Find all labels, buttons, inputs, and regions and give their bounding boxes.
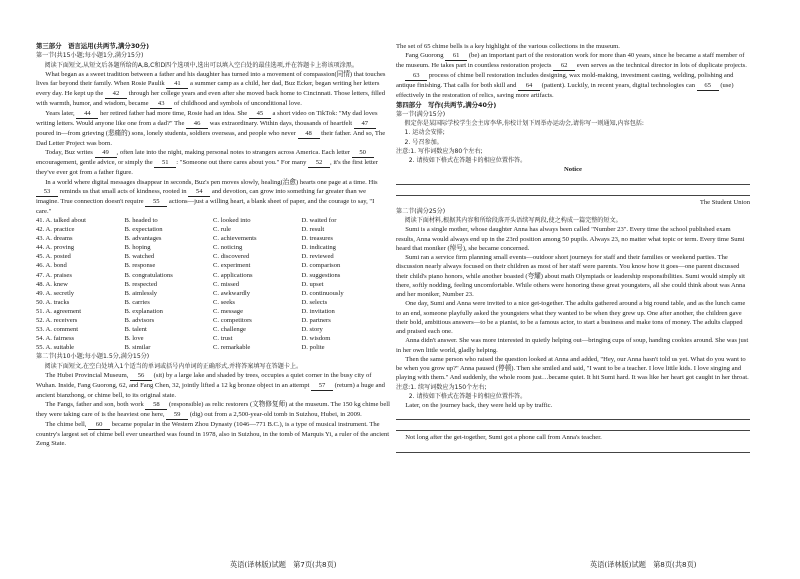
- blank-42: 42: [105, 90, 127, 99]
- option-b: B. aimlessly: [124, 289, 158, 297]
- passage-text: (dig) out from a 2,500-year-old tomb in Suizhou, Hubei, in 2009.: [188, 411, 362, 419]
- blank-55: 55: [145, 198, 167, 207]
- passage-text: , it's the first letter they've ever got from a father figure.: [36, 159, 378, 177]
- options-table: [36, 216, 390, 352]
- option-c: C. experiment: [213, 262, 251, 270]
- option-c: C. trust: [213, 335, 233, 343]
- option-b: B. respected: [124, 280, 158, 288]
- passage-paragraph: [396, 51, 750, 71]
- passage-chime-bell: [36, 371, 390, 449]
- blank-57: 57: [311, 382, 333, 391]
- option-c: C. remarkable: [213, 344, 251, 352]
- option-a: 42. A. practice: [36, 226, 75, 234]
- passage-paragraph: [36, 109, 390, 148]
- blank-48: 48: [298, 130, 320, 139]
- writing2-instructions: 阅读下面材料,根据其内容和所给段落开头语续写两段,使之构成一篇完整的短文。: [404, 217, 622, 224]
- passage-paragraph: [396, 71, 750, 100]
- passage-text: The Fangs, father and son, both work: [45, 401, 146, 409]
- option-b: B. expectation: [124, 226, 163, 234]
- option-c: C. competitors: [213, 317, 252, 325]
- section1-instructions: 阅读下面短文,从短文后各题所给的A,B,C和D四个选项中,选出可以填入空白处的最佳选项,并在答题卡上将该项涂黑。: [44, 61, 358, 69]
- option-row: [36, 298, 390, 307]
- option-c: C. achievements: [213, 235, 257, 243]
- passage-text: , often late into the night, making personal notes to strangers across America. Each letter: [116, 149, 352, 157]
- passage-text: (patient). Luckily, in recent years, digital technologies can: [540, 82, 697, 90]
- passage-top-line: The set of 65 chime bells is a key highlight of the various collections in the museum.: [396, 43, 620, 50]
- blank-46: 46: [186, 120, 208, 129]
- passage-text: reminds us that small acts of kindness, rooted in: [58, 187, 189, 195]
- passage-text: poured in—from grieving (悲痛的) sons, lonely students, soldiers overseas, and people who never: [36, 130, 298, 137]
- section2-instructions: 阅读下面短文,在空白处填入1个适当的单词或括号内单词的正确形式,并将答案填写在答题卡上。: [44, 362, 303, 370]
- option-d: D. wisdom: [301, 335, 331, 343]
- option-row: [36, 225, 390, 234]
- option-row: [36, 325, 390, 334]
- passage-paragraph: [36, 148, 390, 177]
- section1-title: 第一节(共15小题;每小题1分,满分15分): [36, 52, 144, 60]
- blank-49: 49: [95, 149, 117, 158]
- option-b: B. congratulations: [124, 271, 173, 279]
- story-passage: [396, 225, 750, 382]
- option-d: D. polite: [301, 344, 325, 352]
- option-d: D. story: [301, 326, 323, 334]
- story-paragraph: One day, Sumi and Anna were invited to a nice get-together. The adults gathered around a big round table, and as the lunch came to an end, someone playfully asked the youngsters what they wanted to be when they grew up. One after another, the children gave their bold, ambitious answers—to be a pianist, to be a famous actor, to start a business and make tons of money. The adults clapped and praised each one.: [396, 300, 746, 335]
- passage-text: a short video on TikTok: "My dad loves writing letters. Would anyone like one from a dad?" The: [36, 110, 378, 127]
- answer-line: [396, 444, 750, 453]
- option-row: [36, 316, 390, 325]
- signature: The Student Union: [699, 198, 750, 206]
- section2-title: 第二节(共10小题;每小题1.5分,满分15分): [36, 353, 150, 361]
- option-row: [36, 216, 390, 225]
- continuation-opening-1: Later, on the journey back, they were held up by traffic.: [405, 402, 553, 409]
- option-c: C. message: [213, 307, 244, 315]
- option-row: [36, 289, 390, 298]
- option-b: B. explanation: [124, 307, 163, 315]
- blank-43: 43: [150, 100, 172, 109]
- blank-54: 54: [188, 188, 210, 197]
- passage-text: (sit) by a large lake and shaded by trees, occupies a quiet corner in the busy city of Wuhan. Inside, Fang Guorong, 62, and Fang Chen, 32, jointly lifted a 12 kg bronze object in an attempt: [36, 371, 372, 389]
- option-d: D. indicating: [301, 244, 336, 252]
- option-b: B. hoping: [124, 244, 151, 252]
- option-b: B. advisors: [124, 317, 155, 325]
- passage-text: (use) effectively in the restoration of relics, saving more artifacts.: [396, 82, 734, 100]
- blank-63: 63: [405, 72, 427, 81]
- writing1-note-2: 2. 请按如下格式在答题卡的相应位置作答。: [408, 157, 527, 164]
- passage-text: (responsible) as relic restorers (文物修复师) at the museum. The 150 kg chime bell they were taking care of is the heaviest one here,: [36, 401, 390, 419]
- blank-41: 41: [166, 80, 188, 89]
- option-c: C. seeks: [213, 298, 235, 306]
- option-d: D. waited for: [301, 217, 337, 224]
- option-row: [36, 343, 390, 352]
- option-d: D. selects: [301, 298, 328, 306]
- passage-text: : "Someone out there cares about you." For many: [176, 159, 309, 167]
- writing1-instructions: 假定你是某国际学校学生会主席李华,你校计划下周举办运动会,请你写一则通知,内容包括:: [404, 120, 644, 127]
- writing1-note-1: 注意:1. 写作词数应为80个左右;: [396, 147, 483, 155]
- blank-51: 51: [154, 159, 176, 168]
- option-b: B. carries: [124, 298, 150, 306]
- option-b: B. response: [124, 262, 156, 270]
- passage-text: even serves as the technical director in lots of duplicate projects.: [575, 62, 747, 70]
- option-row: [36, 243, 390, 252]
- passage-paragraph: [36, 70, 390, 109]
- option-a: 46. A. bond: [36, 262, 67, 270]
- answer-line: [396, 176, 750, 185]
- option-b: B. similar: [124, 344, 151, 352]
- passage-text: through her college years and even after she moved back home to Cincinnati. Those letters, filled with warmth, humor, and wisdom, became: [36, 90, 386, 107]
- notice-heading: Notice: [564, 166, 582, 174]
- option-d: D. partners: [301, 317, 331, 325]
- option-a: 49. A. secretly: [36, 289, 75, 297]
- left-column: [36, 42, 390, 550]
- option-a: 48. A. knew: [36, 280, 68, 288]
- option-row: [36, 280, 390, 289]
- blank-65: 65: [697, 82, 719, 91]
- passage-text: What began as a sweet tradition between a father and his daughter has turned into a movement of compassion(同情) that touches lives far beyond their family. When Rosie Paulik: [36, 70, 386, 87]
- blank-53: 53: [36, 188, 58, 197]
- passage-text: Years later,: [45, 110, 77, 117]
- option-row: [36, 261, 390, 270]
- option-a: 52. A. receivers: [36, 317, 78, 325]
- option-a: 55. A. suitable: [36, 344, 75, 352]
- blank-58: 58: [145, 401, 167, 410]
- passage-text: encouragement, gentle advice, or simply the: [36, 159, 155, 167]
- option-c: C. discovered: [213, 253, 250, 261]
- passage-paragraph: [36, 420, 390, 449]
- passage-text: (return) a huge and ancient bianzhong, or chime bell, to its original state.: [36, 381, 385, 399]
- writing1-title: 第一节(满分15分): [396, 110, 446, 118]
- answer-line: [396, 187, 750, 196]
- option-c: C. applications: [213, 271, 253, 279]
- writing2-note-1: 注意:1. 续写词数应为150个左右;: [396, 383, 487, 391]
- option-d: D. continuously: [301, 289, 344, 297]
- blank-47: 47: [354, 120, 376, 129]
- option-a: 44. A. proving: [36, 244, 75, 252]
- story-paragraph: Anna didn't answer. She was more interested in quietly helping out—bringing cups of soup, handing cookies around. She was just in her own little world, gladly helping.: [396, 337, 749, 354]
- blank-60: 60: [88, 421, 110, 430]
- blank-45: 45: [249, 110, 271, 119]
- blank-61: 61: [445, 52, 467, 61]
- blank-44: 44: [76, 110, 98, 119]
- option-b: B. headed to: [124, 217, 158, 224]
- option-a: 50. A. tracks: [36, 298, 70, 306]
- option-a: 41. A. talked about: [36, 217, 86, 224]
- part4-title: 第四部分 写作(共两节,满分40分): [396, 100, 497, 109]
- passage-text: In a world where digital messages disappear in seconds, Buz's pen moves slowly, healing(治愈) hearts one page at a time. His: [45, 178, 378, 186]
- option-c: C. looked into: [213, 217, 251, 224]
- passage-text: her retired father had more time, Rosie had an idea. She: [98, 110, 249, 117]
- footer-page-8: 英语(译林版)试题 第8页(共8页): [590, 560, 697, 569]
- option-a: 43. A. dreams: [36, 235, 73, 243]
- passage-text: was extraordinary. Within days, thousands of heartfelt: [208, 120, 354, 127]
- story-paragraph: Then the same person who raised the question looked at Anna and added, "Hey, our Anna hasn't told us yet. What do you want to be when you grow up?" Anna paused (停顿). Then she smiled and said, "I want to be a teacher. I love little kids. I love singing and playing with them." And suddenly, the whole room just…became quiet. It hit Sumi hard. It was like her heart got caught in her throat.: [396, 355, 749, 382]
- blank-52: 52: [308, 159, 330, 168]
- writing1-point-2: 2. 号召参加。: [404, 138, 443, 146]
- answer-line: [396, 422, 750, 431]
- writing2-title: 第二节(满分25分): [396, 207, 446, 215]
- part3-title: 第三部分 语言运用(共两节,满分30分): [36, 42, 150, 50]
- option-c: C. awkwardly: [213, 289, 250, 297]
- passage-paragraph: [36, 178, 390, 217]
- option-c: C. noticing: [213, 244, 243, 252]
- option-d: D. comparison: [301, 262, 341, 270]
- passage-text: Today, Buz writes: [45, 149, 95, 157]
- option-c: C. missed: [213, 280, 240, 288]
- option-d: D. result: [301, 226, 325, 234]
- option-a: 53. A. comment: [36, 326, 79, 334]
- blank-59: 59: [166, 411, 188, 420]
- story-paragraph: Sumi is a single mother, whose daughter Anna has always been called "Number 23". Every time the school published exam results, Anna would always end up in the 23rd position among 50 pupils. Always 23, no matter what topic or term. Every time Sumi heard that moniker (绰号), she became concerned.: [396, 226, 745, 252]
- option-d: D. invitation: [301, 307, 335, 315]
- writing1-point-1: 1. 运动会安排;: [404, 129, 445, 137]
- option-b: B. talent: [124, 326, 147, 334]
- passage-text: became popular in the Western Zhou Dynasty (1046—771 B.C.), is a type of musical instrument. The country's largest set of chime bell ever unearthed was found in 1978, also in Suizhou, in the tomb of Marquis Yi, a ruler of the ancient Zeng State.: [36, 421, 390, 448]
- option-row: [36, 307, 390, 316]
- passage-text: The chime bell,: [45, 421, 89, 429]
- blank-56: 56: [130, 372, 152, 381]
- passage-text: process of chime bell restoration includes designing, wax mold-making, investment casting, welding, polishing and antique finishing. That calls for both skill and: [396, 72, 734, 90]
- option-d: D. suggestions: [301, 271, 341, 279]
- passage-text: Fang Guorong: [405, 52, 446, 60]
- passage-chime-bell-continued: [396, 51, 750, 100]
- option-row: [36, 334, 390, 343]
- passage-text: a summer camp as a child, her dad, Buz Ecker, began writing her letters every day. He kept up the: [36, 80, 380, 97]
- passage-text: of childhood and symbols of unconditional love.: [172, 100, 302, 107]
- right-column: [396, 42, 750, 550]
- option-row: [36, 234, 390, 243]
- passage-text: their father. And so, The Dad Letter Project was born.: [36, 130, 386, 147]
- passage-father-letters: [36, 70, 390, 216]
- blank-64: 64: [518, 82, 540, 91]
- option-d: D. reviewed: [301, 253, 334, 261]
- option-b: B. watched: [124, 253, 155, 261]
- answer-line: [396, 411, 750, 420]
- footer-page-7: 英语(译林版)试题 第7页(共8页): [230, 560, 337, 569]
- writing2-note-2: 2. 请按如下格式在答题卡的相应位置作答。: [408, 392, 527, 400]
- passage-text: The Hubei Provincial Museum,: [45, 371, 131, 379]
- passage-text: and devotion, can grow into something far greater than we imagine. True connection doesn't require: [36, 187, 367, 205]
- option-b: B. advantages: [124, 235, 162, 243]
- option-row: [36, 271, 390, 280]
- continuation-opening-2: Not long after the get-together, Sumi got a phone call from Anna's teacher.: [405, 434, 602, 442]
- option-d: D. upset: [301, 280, 324, 288]
- story-paragraph: Sumi ran a service firm planning small events—outdoor short journeys for staff and their families or weekend parties. The discussion nearly always focused on their children as most of her staff were parents. You know how it goes—one parent discussed their child's piano honors, while another boasted (夸耀) about math Olympiads or leadership responsibilities. Sumi would simply sit there, softly nodding, feeling uncomfortable. While others were honoring these great youngsters, all she could think about was Anna and her moniker, Number 23.: [396, 254, 746, 298]
- option-a: 51. A. agreement: [36, 307, 82, 315]
- option-a: 54. A. fairness: [36, 335, 75, 343]
- option-a: 45. A. posted: [36, 253, 71, 261]
- option-d: D. treasures: [301, 235, 333, 243]
- option-c: C. challenge: [213, 326, 246, 334]
- passage-paragraph: [36, 400, 390, 420]
- passage-paragraph: [36, 371, 390, 400]
- blank-50: 50: [352, 149, 374, 158]
- option-c: C. rule: [213, 226, 231, 234]
- option-a: 47. A. praises: [36, 271, 72, 279]
- option-row: [36, 252, 390, 261]
- passage-text: (be) an important part of the restoration work for more than 40 years, since he became a staff member of the museum. He takes part in countless restoration projects: [396, 52, 745, 70]
- blank-62: 62: [553, 62, 575, 71]
- passage-text: actions—just a willing heart, a blank sheet of paper, and the courage to say, "I care.": [36, 197, 375, 215]
- option-b: B. love: [124, 335, 144, 343]
